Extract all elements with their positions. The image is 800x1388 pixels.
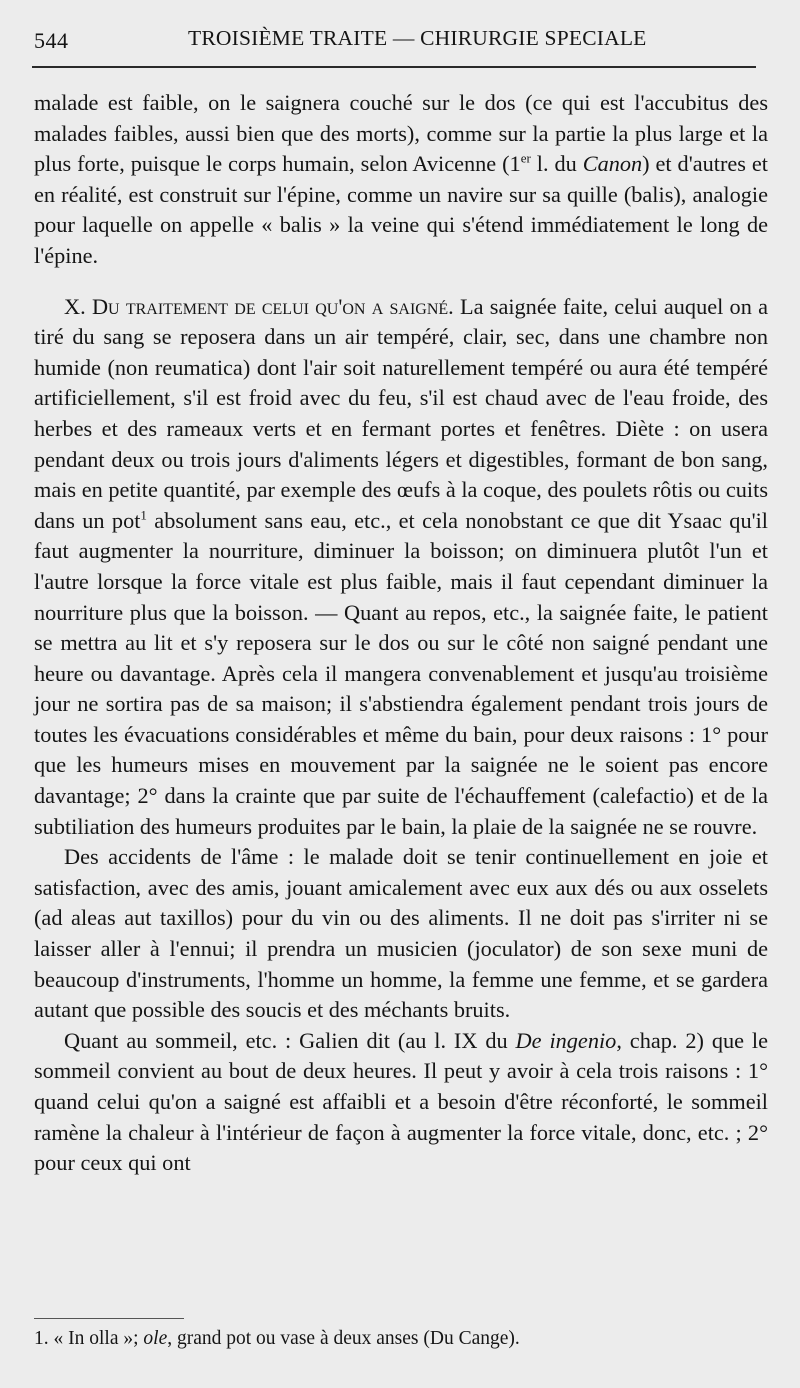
paragraph-accubitus <box>34 88 768 272</box>
body-text <box>34 88 768 1179</box>
italic-title: Canon <box>582 151 643 177</box>
superscript: er <box>520 150 531 166</box>
paragraph-text: l. du <box>530 151 583 177</box>
footnote-text: , grand pot ou vase à deux anses (Du Cange). <box>167 1328 520 1349</box>
running-head: TROISIÈME TRAITE — CHIRURGIE SPECIALE <box>188 26 647 50</box>
paragraph-accidents-ame <box>34 842 768 1026</box>
footnote-italic: ole <box>143 1328 168 1349</box>
section-number: X. <box>64 293 92 319</box>
page-number: 544 <box>34 28 69 53</box>
footnote <box>34 1327 520 1351</box>
footnote-rule <box>34 1318 184 1319</box>
section-heading: Du traitement de celui qu'on a saigné. <box>91 293 454 319</box>
paragraph-text: Des accidents de l'âme : le malade doit se tenir continuellement en joie et satisfaction, avec des amis, jouant amicalement avec eux aux dés ou aux osselets (ad aleas aut taxillos) pour du vin ou des aliments. Il ne doit pas s'irriter ni se laisser aller à l'ennui; il prendra un musicien (joculator) de son sexe muni de beaucoup d'instruments, l'homme un homme, la femme une femme, et se gardera autant que possible des soucis et des méchants bruits. <box>34 844 768 1023</box>
paragraph-text: La saignée faite, celui auquel on a tiré du sang se reposera dans un air tempéré, clair, sec, dans une chambre non humide (non reumatica) dont l'air soit naturellement tempéré ou aura été tempéré artificiellement, s'il est froid avec du feu, s'il est chaud avec de l'eau froide, des herbes et des rameaux verts et en fermant portes et fenêtres. Diète : on usera pendant deux ou trois jours d'aliments légers et digestibles, formant de bon sang, mais en petite quantité, par exemple des œufs à la coque, des poulets rôtis ou cuits dans un pot <box>34 293 768 533</box>
footnote-number: 1. <box>34 1328 54 1349</box>
paragraph-section-x <box>34 292 768 843</box>
paragraph-text: Quant au sommeil, etc. : Galien dit (au l. IX du <box>64 1027 516 1053</box>
paragraph-sommeil <box>34 1026 768 1179</box>
paragraph-text: , chap. 2) que le sommeil convient au bout de deux heures. Il peut y avoir à cela trois raisons : 1° quand celui qu'on a saigné est affaibli et a besoin d'être réconforté, le sommeil ramène la chaleur à l'intérieur de façon à augmenter la force vitale, donc, etc. ; 2° pour ceux qui ont <box>34 1027 769 1176</box>
paragraph-text: ) et d'autres et en réalité, est construit sur l'épine, comme un navire sur sa quille (balis), analogie pour laquelle on appelle « balis » la veine qui s'étend immédiatement le long de l'épine. <box>34 151 768 268</box>
paragraph-text: malade est faible, on le saignera couché sur le dos (ce qui est l'accubitus des malades faibles, aussi bien que des morts), comme sur la partie la plus large et la plus forte, puisque le corps humain, selon Avicenne (1 <box>34 90 768 177</box>
header-rule <box>32 66 756 68</box>
italic-title: De ingenio <box>515 1027 617 1053</box>
footnote-reference: 1 <box>140 507 147 523</box>
paragraph-text: absolument sans eau, etc., et cela nonobstant ce que dit Ysaac qu'il faut augmenter la nourriture, diminuer la boisson; on diminuera plutôt l'un et l'autre lorsque la force vitale est plus faible, mais il faut cependant diminuer la nourriture plus que la boisson. — Quant au repos, etc., la saignée faite, le patient se mettra au lit et s'y reposera sur le dos ou sur le côté non saigné pendant une heure ou davantage. Après cela il mangera convenablement et jusqu'au troisième jour ne sortira pas de sa maison; il s'abstiendra également pendant trois jours de toutes les évacuations considérables et même du bain, pour deux raisons : 1° pour que les humeurs mises en mouvement par la saignée ne le soient pas encore davantage; 2° dans la crainte que par suite de l'échauffement (calefactio) et de la subtiliation des humeurs produites par le bain, la plaie de la saignée ne se rouvre. <box>34 507 769 839</box>
footnote-text: « In olla »; <box>53 1328 144 1349</box>
